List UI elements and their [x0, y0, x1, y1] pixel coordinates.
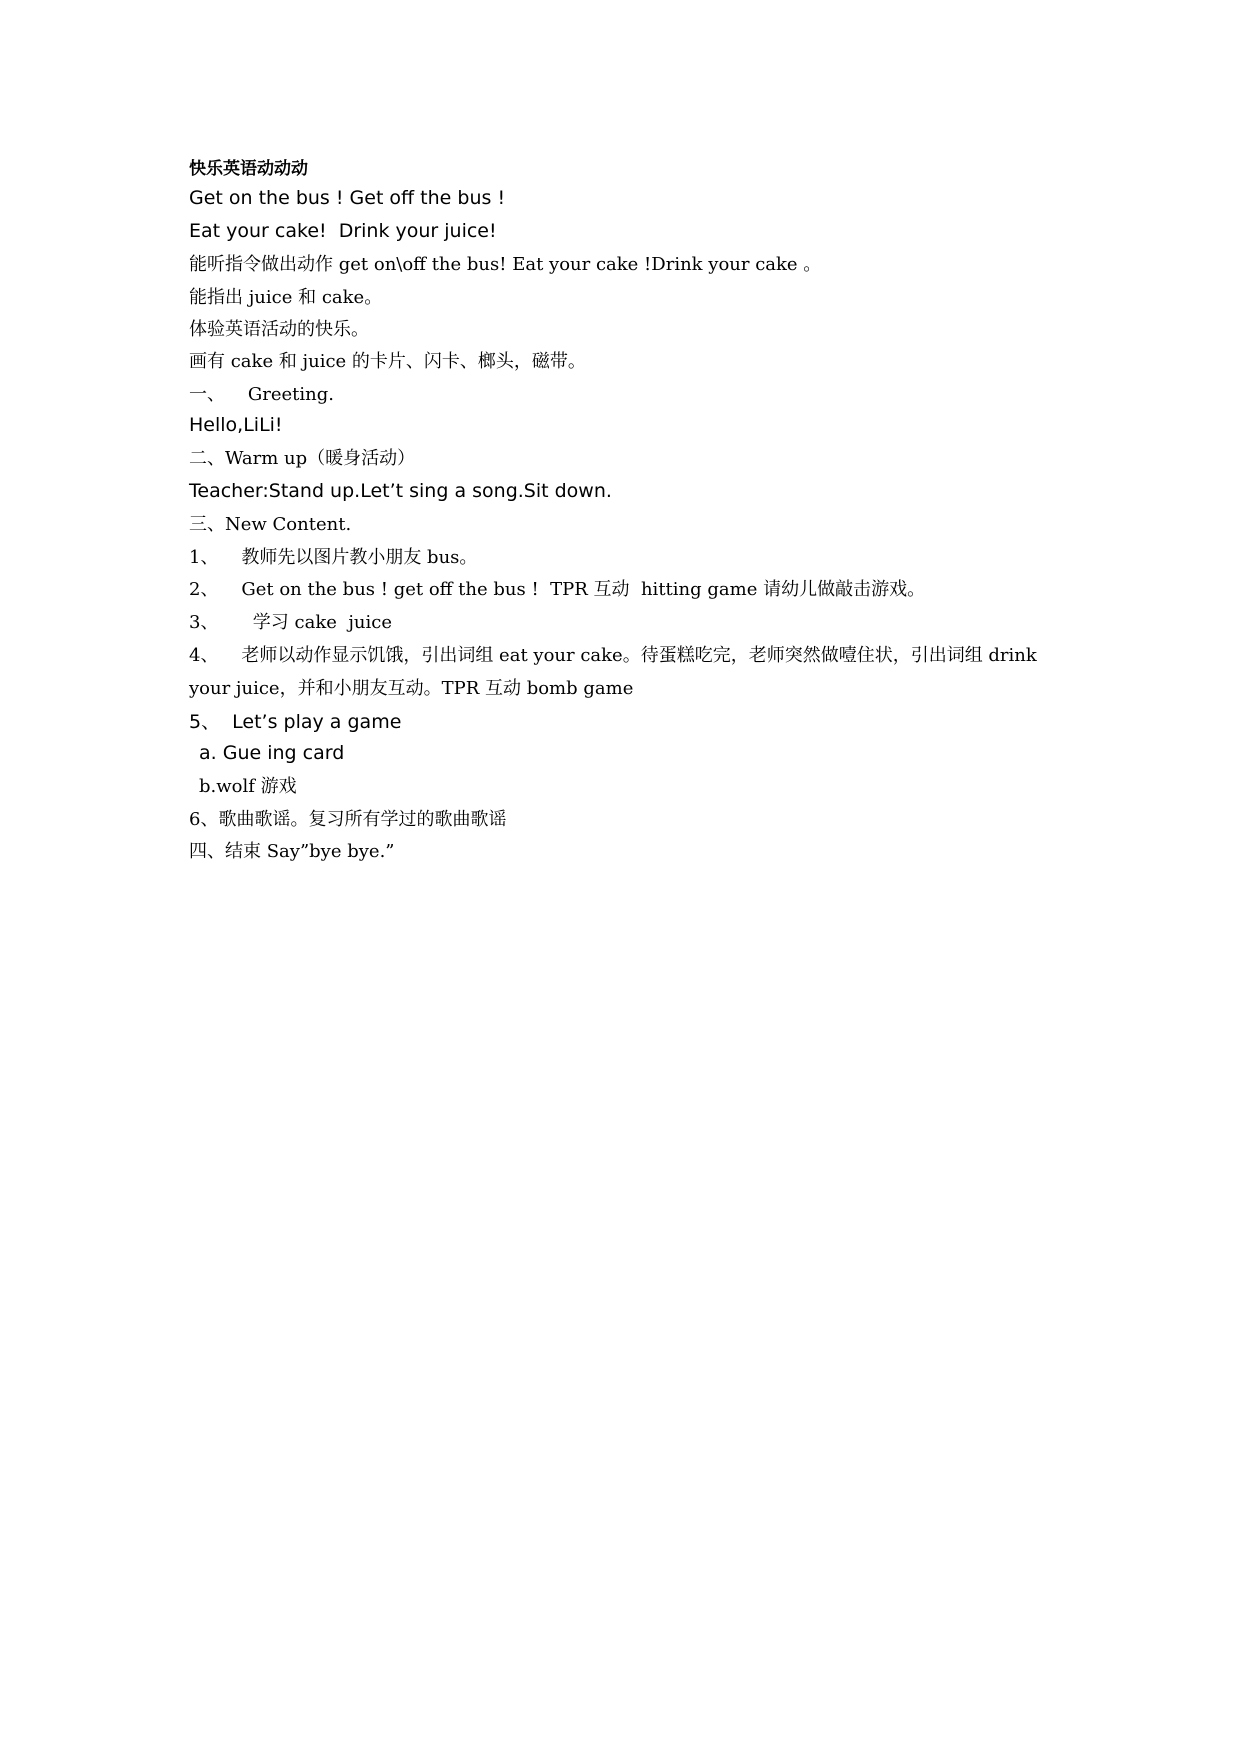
list-item: 2、 Get on the bus ! get off the bus ! TPR 互动 hitting game 请幼儿做敲击游戏。	[189, 579, 926, 600]
section-heading: 一、 Greeting.	[189, 384, 335, 405]
text-line: 体验英语活动的快乐。	[189, 319, 369, 340]
section-heading: 二、Warm up（暖身活动）	[189, 448, 416, 469]
sub-list-item: a. Gue ing card	[199, 742, 345, 764]
list-item: 5、 Let’s play a game	[189, 711, 402, 733]
text-line: 画有 cake 和 juice 的卡片、闪卡、榔头，磁带。	[189, 351, 586, 372]
text-line: Eat your cake! Drink your juice!	[189, 220, 497, 242]
list-item: 1、 教师先以图片教小朋友 bus。	[189, 547, 478, 568]
list-item: 3、 学习 cake juice	[189, 612, 392, 633]
text-line: Hello,LiLi!	[189, 414, 283, 436]
list-item-continuation: your juice，并和小朋友互动。TPR 互动 bomb game	[189, 678, 634, 699]
text-line: Teacher:Stand up.Let’t sing a song.Sit down.	[189, 480, 612, 502]
text-line: Get on the bus ! Get off the bus !	[189, 187, 506, 209]
list-item: 4、 老师以动作显示饥饿，引出词组 eat your cake。待蛋糕吃完，老师突然做噎住状，引出词组 drink	[189, 645, 1037, 666]
sub-list-item: b.wolf 游戏	[199, 776, 297, 797]
document-title: 快乐英语动动动	[189, 159, 308, 179]
text-line: 能听指令做出动作 get on\off the bus! Eat your cake !Drink your cake 。	[189, 254, 822, 275]
section-heading: 四、结束 Say”bye bye.”	[189, 841, 395, 862]
list-item: 6、歌曲歌谣。复习所有学过的歌曲歌谣	[189, 809, 507, 830]
text-line: 能指出 juice 和 cake。	[189, 287, 383, 308]
section-heading: 三、New Content.	[189, 514, 352, 535]
